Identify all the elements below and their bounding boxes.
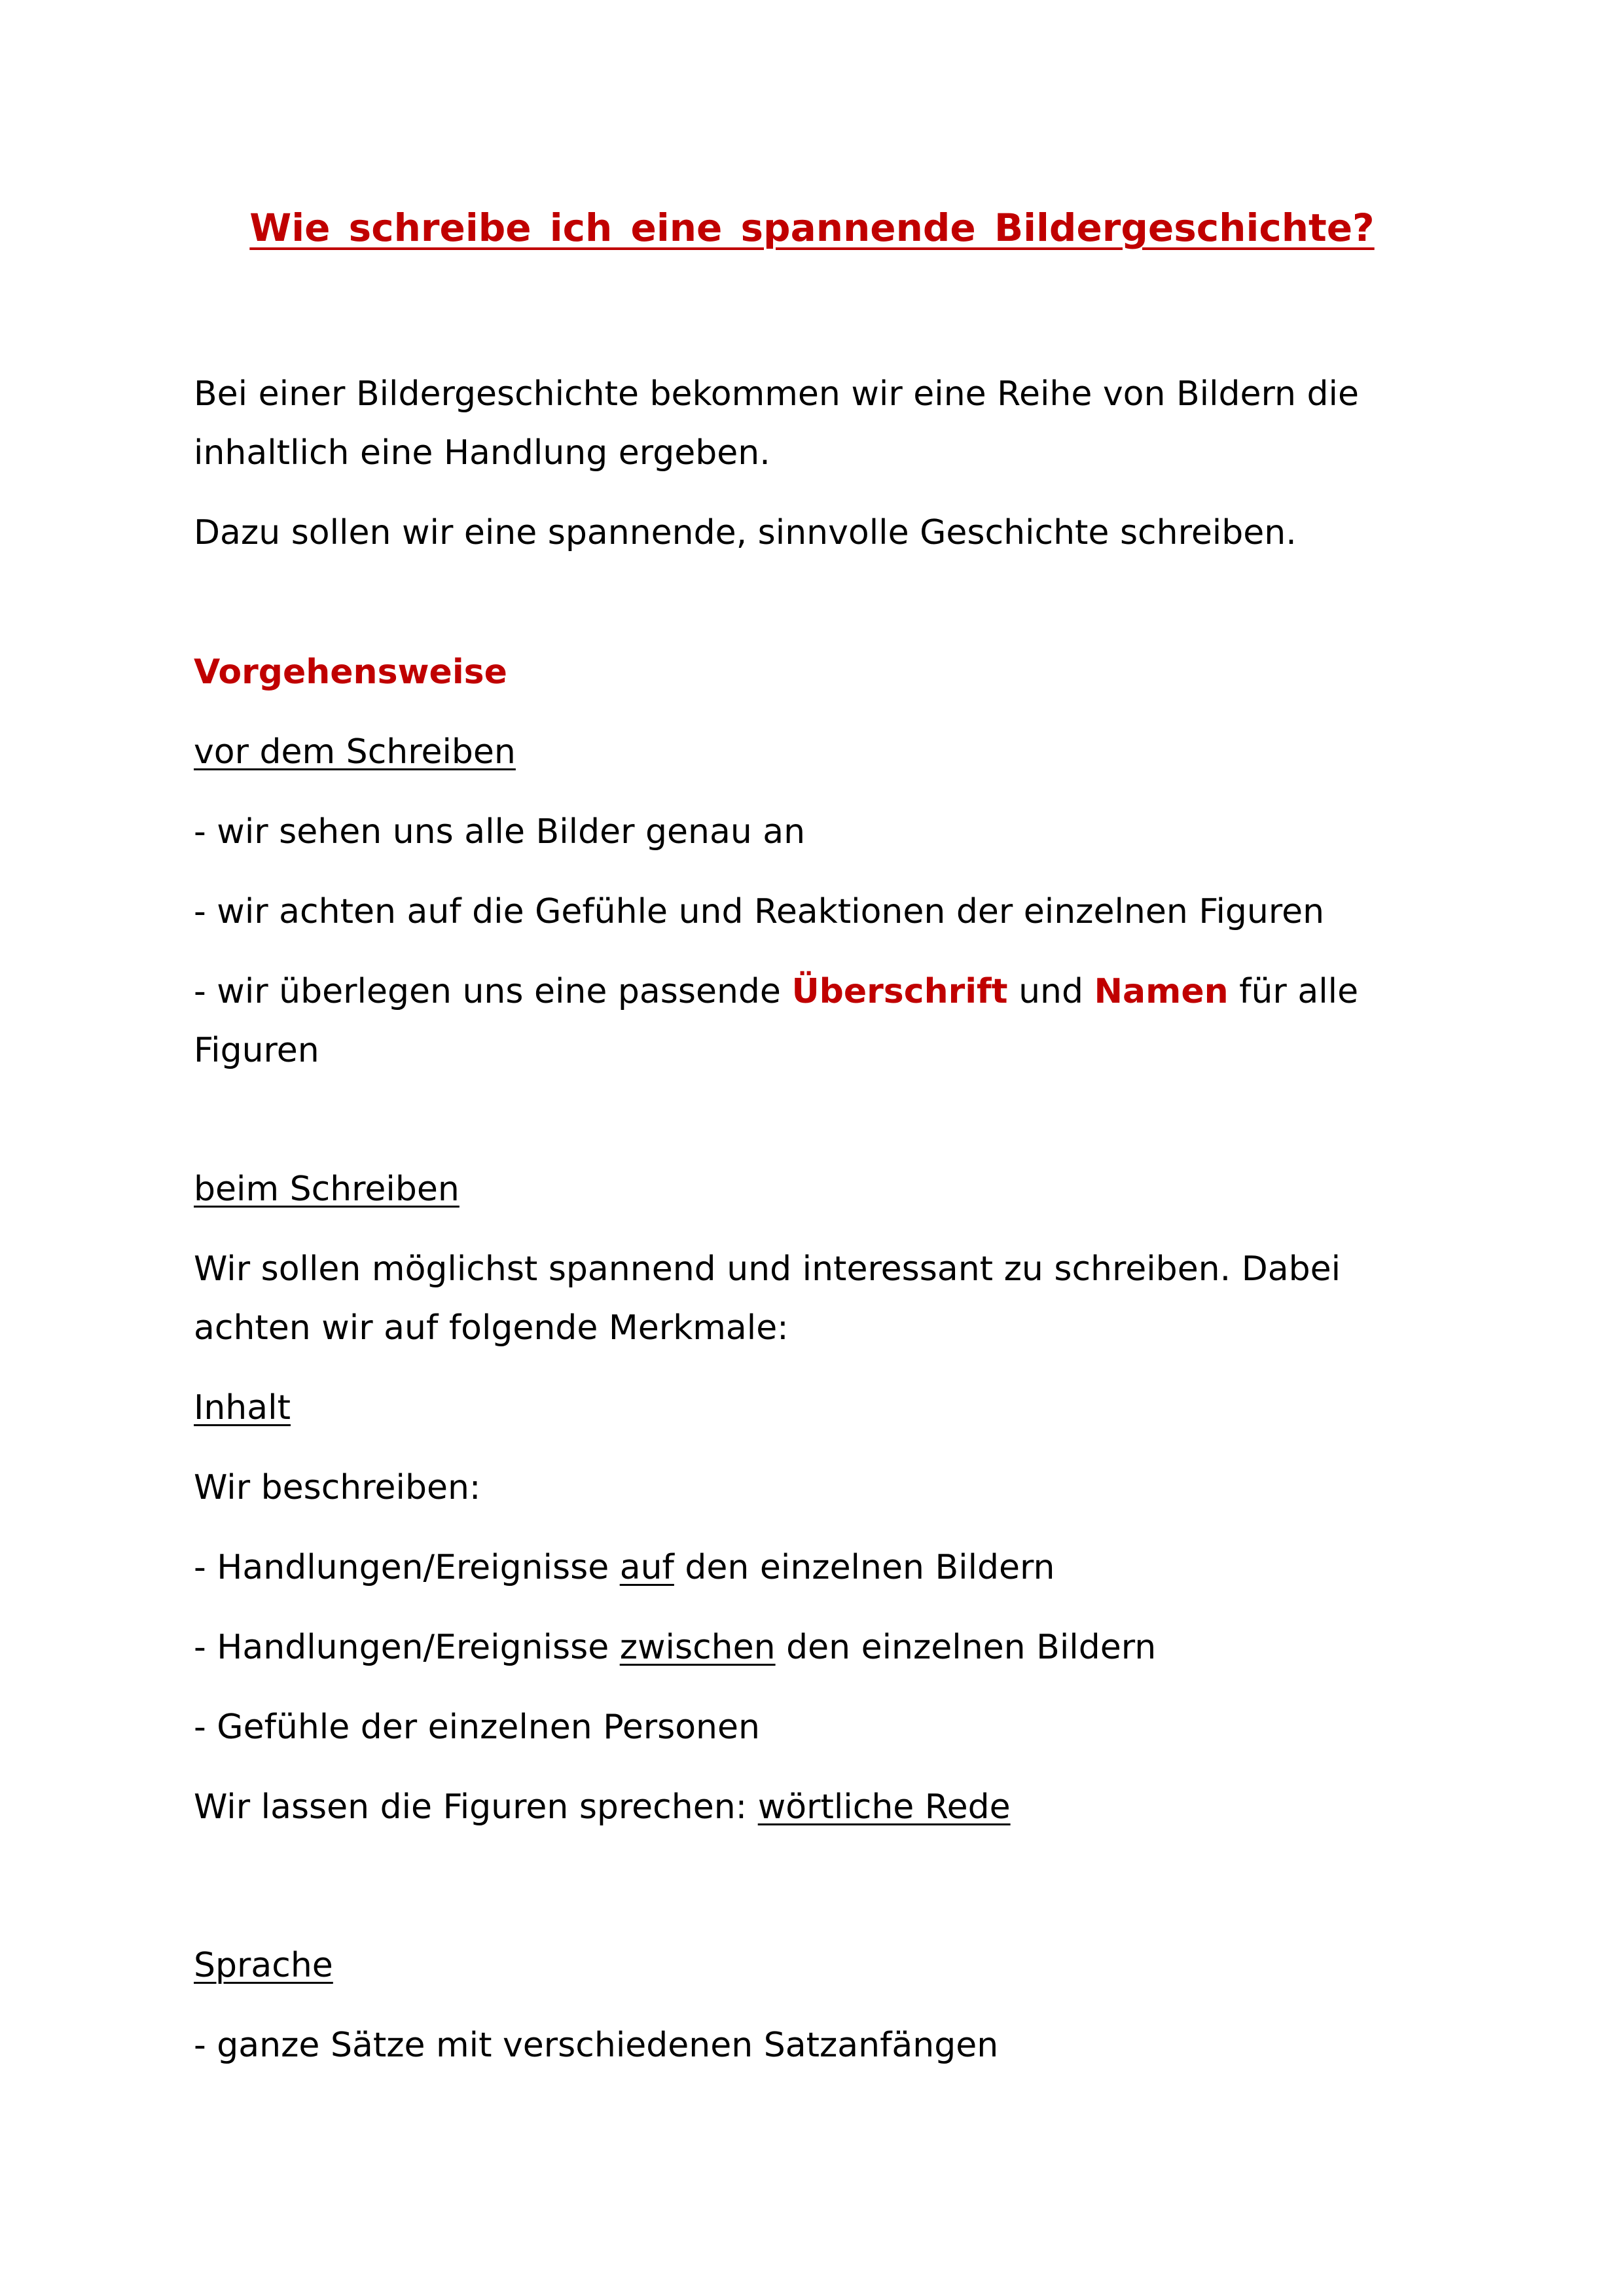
content-speech-emphasis: wörtliche Rede (757, 1787, 1011, 1827)
item-3-text-mid: und (1007, 972, 1094, 1011)
intro-line-2: inhaltlich eine Handlung ergeben. (194, 433, 770, 473)
highlight-namen: Namen (1094, 972, 1229, 1011)
content-speech-pre: Wir lassen die Figuren sprechen: (194, 1787, 758, 1827)
before-writing-item-3-continuation: Figuren (194, 1031, 319, 1070)
intro-line-3: Dazu sollen wir eine spannende, sinnvolle Geschichte schreiben. (194, 513, 1297, 552)
subheading-content: Inhalt (194, 1388, 291, 1427)
highlight-ueberschrift: Überschrift (791, 972, 1008, 1011)
while-writing-text-2: achten wir auf folgende Merkmale: (194, 1308, 789, 1348)
while-writing-text-1: Wir sollen möglichst spannend und interessant zu schreiben. Dabei (194, 1249, 1341, 1289)
content-item-1-emphasis: auf (619, 1548, 674, 1587)
section-heading-vorgehensweise: Vorgehensweise (194, 653, 507, 692)
subheading-language: Sprache (194, 1946, 333, 1985)
intro-line-1: Bei einer Bildergeschichte bekommen wir eine Reihe von Bildern die (194, 374, 1359, 414)
content-intro: Wir beschreiben: (194, 1468, 481, 1507)
document-title: Wie schreibe ich eine spannende Bildergeschichte? (249, 206, 1375, 250)
content-item-1-post: den einzelnen Bildern (674, 1548, 1055, 1587)
content-item-3: - Gefühle der einzelnen Personen (194, 1708, 760, 1747)
before-writing-item-1: - wir sehen uns alle Bilder genau an (194, 812, 806, 852)
content-speech (194, 1784, 1011, 1831)
content-item-1 (194, 1544, 1055, 1591)
item-3-text-pre: - wir überlegen uns eine passende (194, 972, 792, 1011)
content-item-2-emphasis: zwischen (619, 1628, 776, 1667)
subheading-before-writing: vor dem Schreiben (194, 732, 516, 772)
before-writing-item-2: - wir achten auf die Gefühle und Reaktionen der einzelnen Figuren (194, 892, 1325, 931)
content-item-2-pre: - Handlungen/Ereignisse (194, 1628, 620, 1667)
item-3-text-post: für alle (1228, 972, 1359, 1011)
content-item-2 (194, 1624, 1156, 1671)
before-writing-item-3 (194, 968, 1358, 1015)
subheading-while-writing: beim Schreiben (194, 1170, 460, 1209)
content-item-1-pre: - Handlungen/Ereignisse (194, 1548, 620, 1587)
language-item-1: - ganze Sätze mit verschiedenen Satzanfängen (194, 2026, 999, 2065)
content-item-2-post: den einzelnen Bildern (775, 1628, 1157, 1667)
